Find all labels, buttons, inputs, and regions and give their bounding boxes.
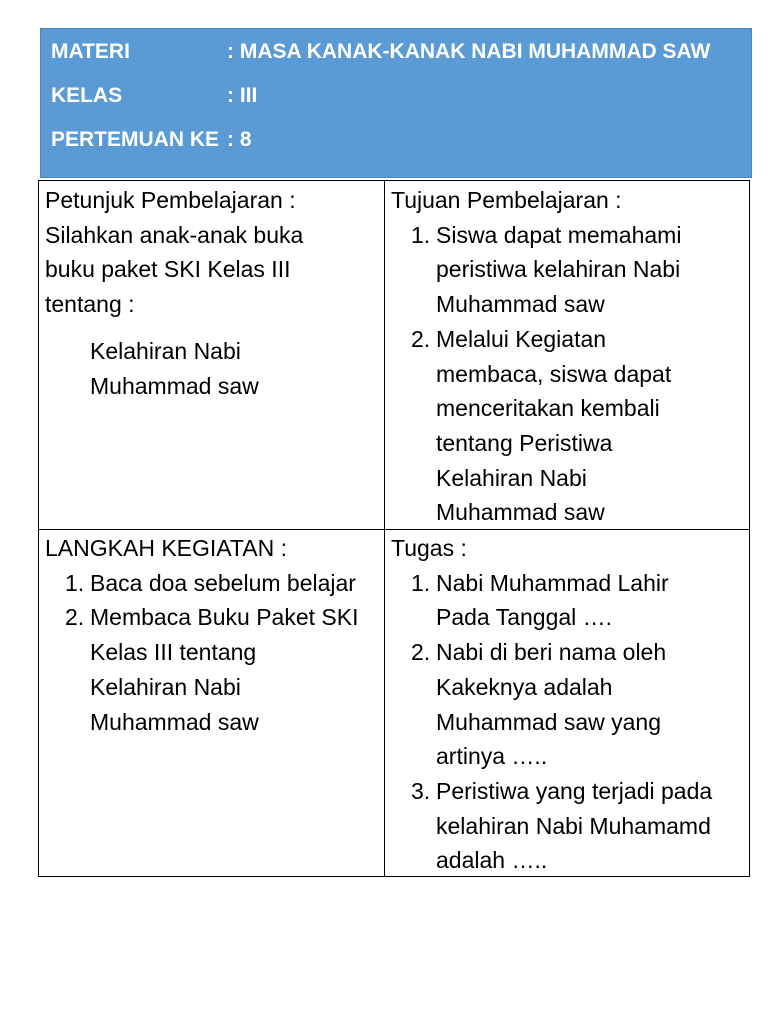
item-text: Melalui Kegiatan bbox=[436, 325, 607, 352]
item-number: 1. bbox=[65, 569, 85, 596]
item-text: tentang Peristiwa bbox=[436, 429, 613, 456]
tugas-cell bbox=[391, 531, 747, 878]
header-row-pertemuan bbox=[51, 125, 252, 155]
item-number: 1. bbox=[411, 569, 431, 596]
header-row-kelas bbox=[51, 81, 257, 111]
item-text: Baca doa sebelum belajar bbox=[90, 569, 356, 596]
content-table bbox=[38, 180, 750, 877]
langkah-cell bbox=[45, 531, 379, 739]
tujuan-list bbox=[391, 218, 747, 530]
list-item bbox=[391, 774, 747, 878]
item-text: Muhammad saw yang bbox=[436, 708, 661, 735]
item-text: Muhammad saw bbox=[436, 499, 605, 526]
pertemuan-value: : 8 bbox=[227, 128, 252, 151]
item-text: Kelas III tentang bbox=[90, 639, 257, 666]
item-text: Kelahiran Nabi bbox=[90, 673, 241, 700]
item-text: Nabi di beri nama oleh bbox=[436, 639, 667, 666]
list-item bbox=[45, 600, 379, 739]
petunjuk-title: Petunjuk Pembelajaran : bbox=[45, 187, 296, 213]
item-text: Siswa dapat memahami bbox=[436, 221, 682, 248]
tugas-title: Tugas : bbox=[391, 535, 467, 561]
kelas-value: : III bbox=[227, 84, 258, 107]
list-item bbox=[391, 566, 747, 635]
pertemuan-label: PERTEMUAN KE bbox=[51, 128, 220, 151]
tujuan-title: Tujuan Pembelajaran : bbox=[391, 187, 622, 213]
item-number: 2. bbox=[411, 325, 431, 352]
list-item bbox=[391, 218, 747, 322]
petunjuk-line: tentang : bbox=[45, 291, 135, 318]
item-text: Membaca Buku Paket SKI bbox=[90, 604, 359, 631]
item-number: 1. bbox=[411, 221, 431, 248]
item-number: 2. bbox=[65, 604, 85, 631]
petunjuk-line: buku paket SKI Kelas III bbox=[45, 256, 291, 283]
item-text: Nabi Muhammad Lahir bbox=[436, 569, 669, 596]
item-text: membaca, siswa dapat bbox=[436, 360, 672, 387]
list-item bbox=[391, 322, 747, 530]
item-number: 3. bbox=[411, 777, 431, 804]
petunjuk-topic: Kelahiran Nabi bbox=[90, 337, 241, 364]
item-text: Muhammad saw bbox=[436, 291, 605, 318]
item-text: peristiwa kelahiran Nabi bbox=[436, 256, 681, 283]
tugas-list bbox=[391, 566, 747, 878]
header-row-materi bbox=[51, 37, 710, 67]
kelas-label: KELAS bbox=[51, 84, 123, 107]
item-text: kelahiran Nabi Muhamamd bbox=[436, 812, 711, 839]
item-text: Kelahiran Nabi bbox=[436, 464, 587, 491]
petunjuk-line: Silahkan anak-anak buka bbox=[45, 221, 304, 248]
item-text: Pada Tanggal …. bbox=[436, 604, 613, 631]
list-item bbox=[391, 635, 747, 774]
item-text: Peristiwa yang terjadi pada bbox=[436, 777, 713, 804]
materi-label: MATERI bbox=[51, 40, 130, 63]
langkah-list bbox=[45, 566, 379, 740]
item-text: Kakeknya adalah bbox=[436, 673, 613, 700]
header-banner bbox=[40, 28, 752, 178]
list-item bbox=[45, 566, 379, 601]
item-text: Muhammad saw bbox=[90, 708, 259, 735]
materi-value: : MASA KANAK-KANAK NABI MUHAMMAD SAW bbox=[227, 40, 711, 63]
item-text: adalah ….. bbox=[436, 847, 548, 874]
tujuan-cell bbox=[391, 183, 747, 530]
langkah-title: LANGKAH KEGIATAN : bbox=[45, 535, 287, 561]
item-text: artinya ….. bbox=[436, 743, 548, 770]
item-number: 2. bbox=[411, 639, 431, 666]
petunjuk-topic: Muhammad saw bbox=[90, 372, 259, 399]
item-text: menceritakan kembali bbox=[436, 395, 660, 422]
petunjuk-cell bbox=[45, 183, 379, 403]
